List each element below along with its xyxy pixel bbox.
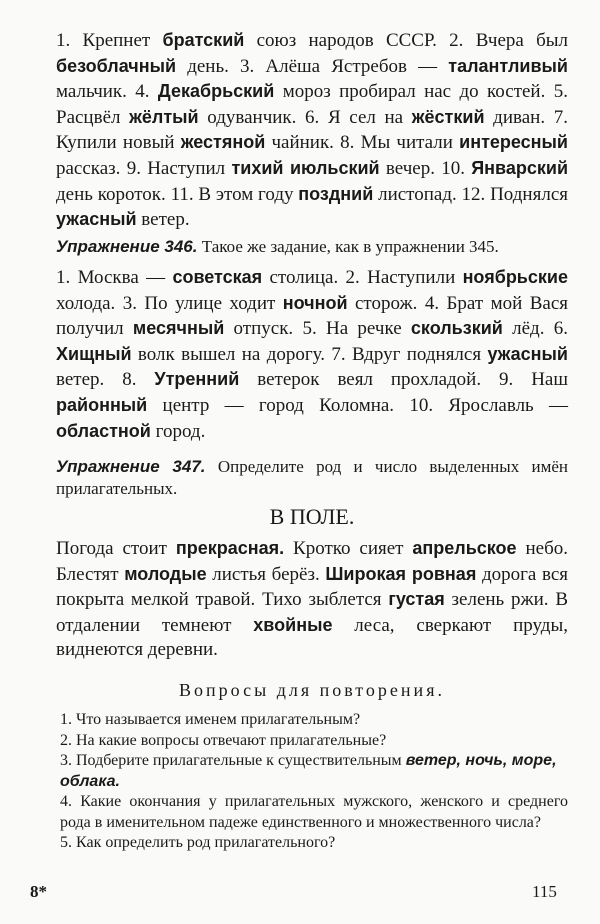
- text: ветерок веял прохладой. 9. Наш: [239, 369, 568, 391]
- text: рассказ. 9. Наступил: [56, 157, 232, 179]
- story-text: [56, 536, 568, 663]
- highlighted-word: хвойные: [253, 614, 333, 635]
- text: одуванчик. 6. Я сел на: [198, 106, 412, 128]
- text: отпуск. 5. На речке: [224, 318, 411, 340]
- text: леса, сверкают пруды, виднеются деревни.: [56, 614, 568, 661]
- text: холода. 3. По улице ходит: [56, 292, 283, 314]
- question-item: 1. Что называется именем прилагательным?: [60, 711, 361, 728]
- text: союз народов СССР. 2. Вчера был: [244, 30, 568, 51]
- exercise-345-text: [56, 28, 568, 233]
- highlighted-word: братский: [162, 30, 245, 50]
- question-item: 5. Как определить род прилагательного?: [60, 834, 336, 851]
- highlighted-word: Широкая ровная: [325, 563, 477, 584]
- paragraph: [56, 265, 568, 444]
- highlighted-word: тихий июльский: [231, 157, 380, 178]
- highlighted-word: ужасный: [56, 209, 137, 230]
- highlighted-word: молодые: [124, 563, 207, 584]
- highlighted-word: интересный: [459, 132, 568, 153]
- text: вечер. 10.: [379, 157, 472, 179]
- exercise-label: Упражнение 347.: [56, 457, 206, 476]
- question-item: 4. Какие окончания у прилагательных мужского, женского и среднего рода в именительном падеже единственного и множественного числа?: [60, 793, 568, 831]
- text: мороз пробирал нас до костей. 5. Расцвёл: [56, 81, 568, 128]
- highlighted-word: ночной: [282, 292, 348, 313]
- highlighted-word: Хищный: [56, 343, 132, 364]
- exercise-346-heading: [56, 236, 568, 258]
- highlighted-word: областной: [56, 420, 151, 441]
- highlighted-word: талантливый: [448, 55, 568, 76]
- highlighted-word: Январский: [471, 157, 569, 178]
- text: 3. Подберите прилагательные к существительным: [60, 752, 406, 769]
- highlighted-word: прекрасная.: [175, 538, 285, 558]
- exercise-label: Упражнение 346.: [56, 237, 198, 256]
- text: волк вышел на дорогу. 7. Вдруг поднялся: [131, 343, 488, 365]
- text: Погода стоит: [56, 538, 176, 559]
- text: сторож. 4. Брат мой Вася получил: [56, 292, 568, 340]
- paragraph: [56, 28, 568, 233]
- story-title: В ПОЛЕ.: [269, 504, 355, 529]
- exercise-346-text: [56, 265, 568, 444]
- exercise-347-heading: [56, 456, 568, 500]
- page-number: 115: [532, 882, 557, 901]
- question-item: [60, 751, 568, 792]
- text: лёд. 6.: [502, 318, 568, 340]
- questions-title: Вопросы для повторения.: [179, 680, 445, 700]
- questions-list: [60, 710, 568, 854]
- text: чайник. 8. Мы читали: [265, 132, 460, 154]
- text: ветер.: [136, 209, 190, 231]
- text: мальчик. 4.: [56, 81, 158, 103]
- text: небо. Блестят: [56, 538, 568, 585]
- printer-signature: 8*: [30, 882, 47, 901]
- highlighted-word: ветер, ночь, море, облака.: [60, 752, 557, 790]
- exercise-instruction: Определите род и число выделенных имён прилагательных.: [56, 457, 568, 498]
- text: ветер. 8.: [56, 369, 155, 391]
- highlighted-word: жёлтый: [129, 106, 199, 127]
- exercise-instruction: Такое же задание, как в упражнении 345.: [197, 237, 499, 256]
- highlighted-word: скользкий: [410, 318, 503, 339]
- highlighted-word: поздний: [298, 183, 374, 204]
- highlighted-word: апрельское: [412, 538, 517, 558]
- highlighted-word: жёсткий: [411, 106, 485, 127]
- text: 1. Крепнет: [56, 30, 163, 51]
- highlighted-word: ноябрьские: [462, 267, 568, 287]
- highlighted-word: Декабрьский: [157, 81, 275, 102]
- highlighted-word: месячный: [132, 318, 225, 339]
- highlighted-word: густая: [388, 589, 445, 610]
- text: зелень ржи. В отдалении темнеют: [56, 589, 568, 636]
- text: день. 3. Алёша Ястребов —: [176, 55, 449, 77]
- highlighted-word: районный: [56, 394, 148, 415]
- text: диван. 7. Купили новый: [56, 106, 568, 154]
- highlighted-word: безоблачный: [56, 55, 177, 76]
- highlighted-word: советская: [172, 267, 263, 287]
- text: столица. 2. Наступили: [262, 267, 463, 288]
- text: листья берёз.: [206, 563, 326, 585]
- highlighted-word: ужасный: [487, 343, 568, 364]
- paragraph: [56, 536, 568, 663]
- text: листопад. 12. Поднялся: [373, 183, 568, 205]
- highlighted-word: Утренний: [154, 369, 240, 390]
- text: день короток. 11. В этом году: [56, 183, 299, 205]
- highlighted-word: жестяной: [180, 132, 266, 153]
- text: центр — город Коломна. 10. Ярославль —: [147, 394, 568, 416]
- text: 1. Москва —: [56, 267, 173, 288]
- text: Кротко сияет: [284, 538, 413, 559]
- text: город.: [150, 420, 206, 442]
- question-item: 2. На какие вопросы отвечают прилагательные?: [60, 731, 387, 749]
- text: дорога вся покрыта мелкой травой. Тихо зыблется: [56, 563, 569, 611]
